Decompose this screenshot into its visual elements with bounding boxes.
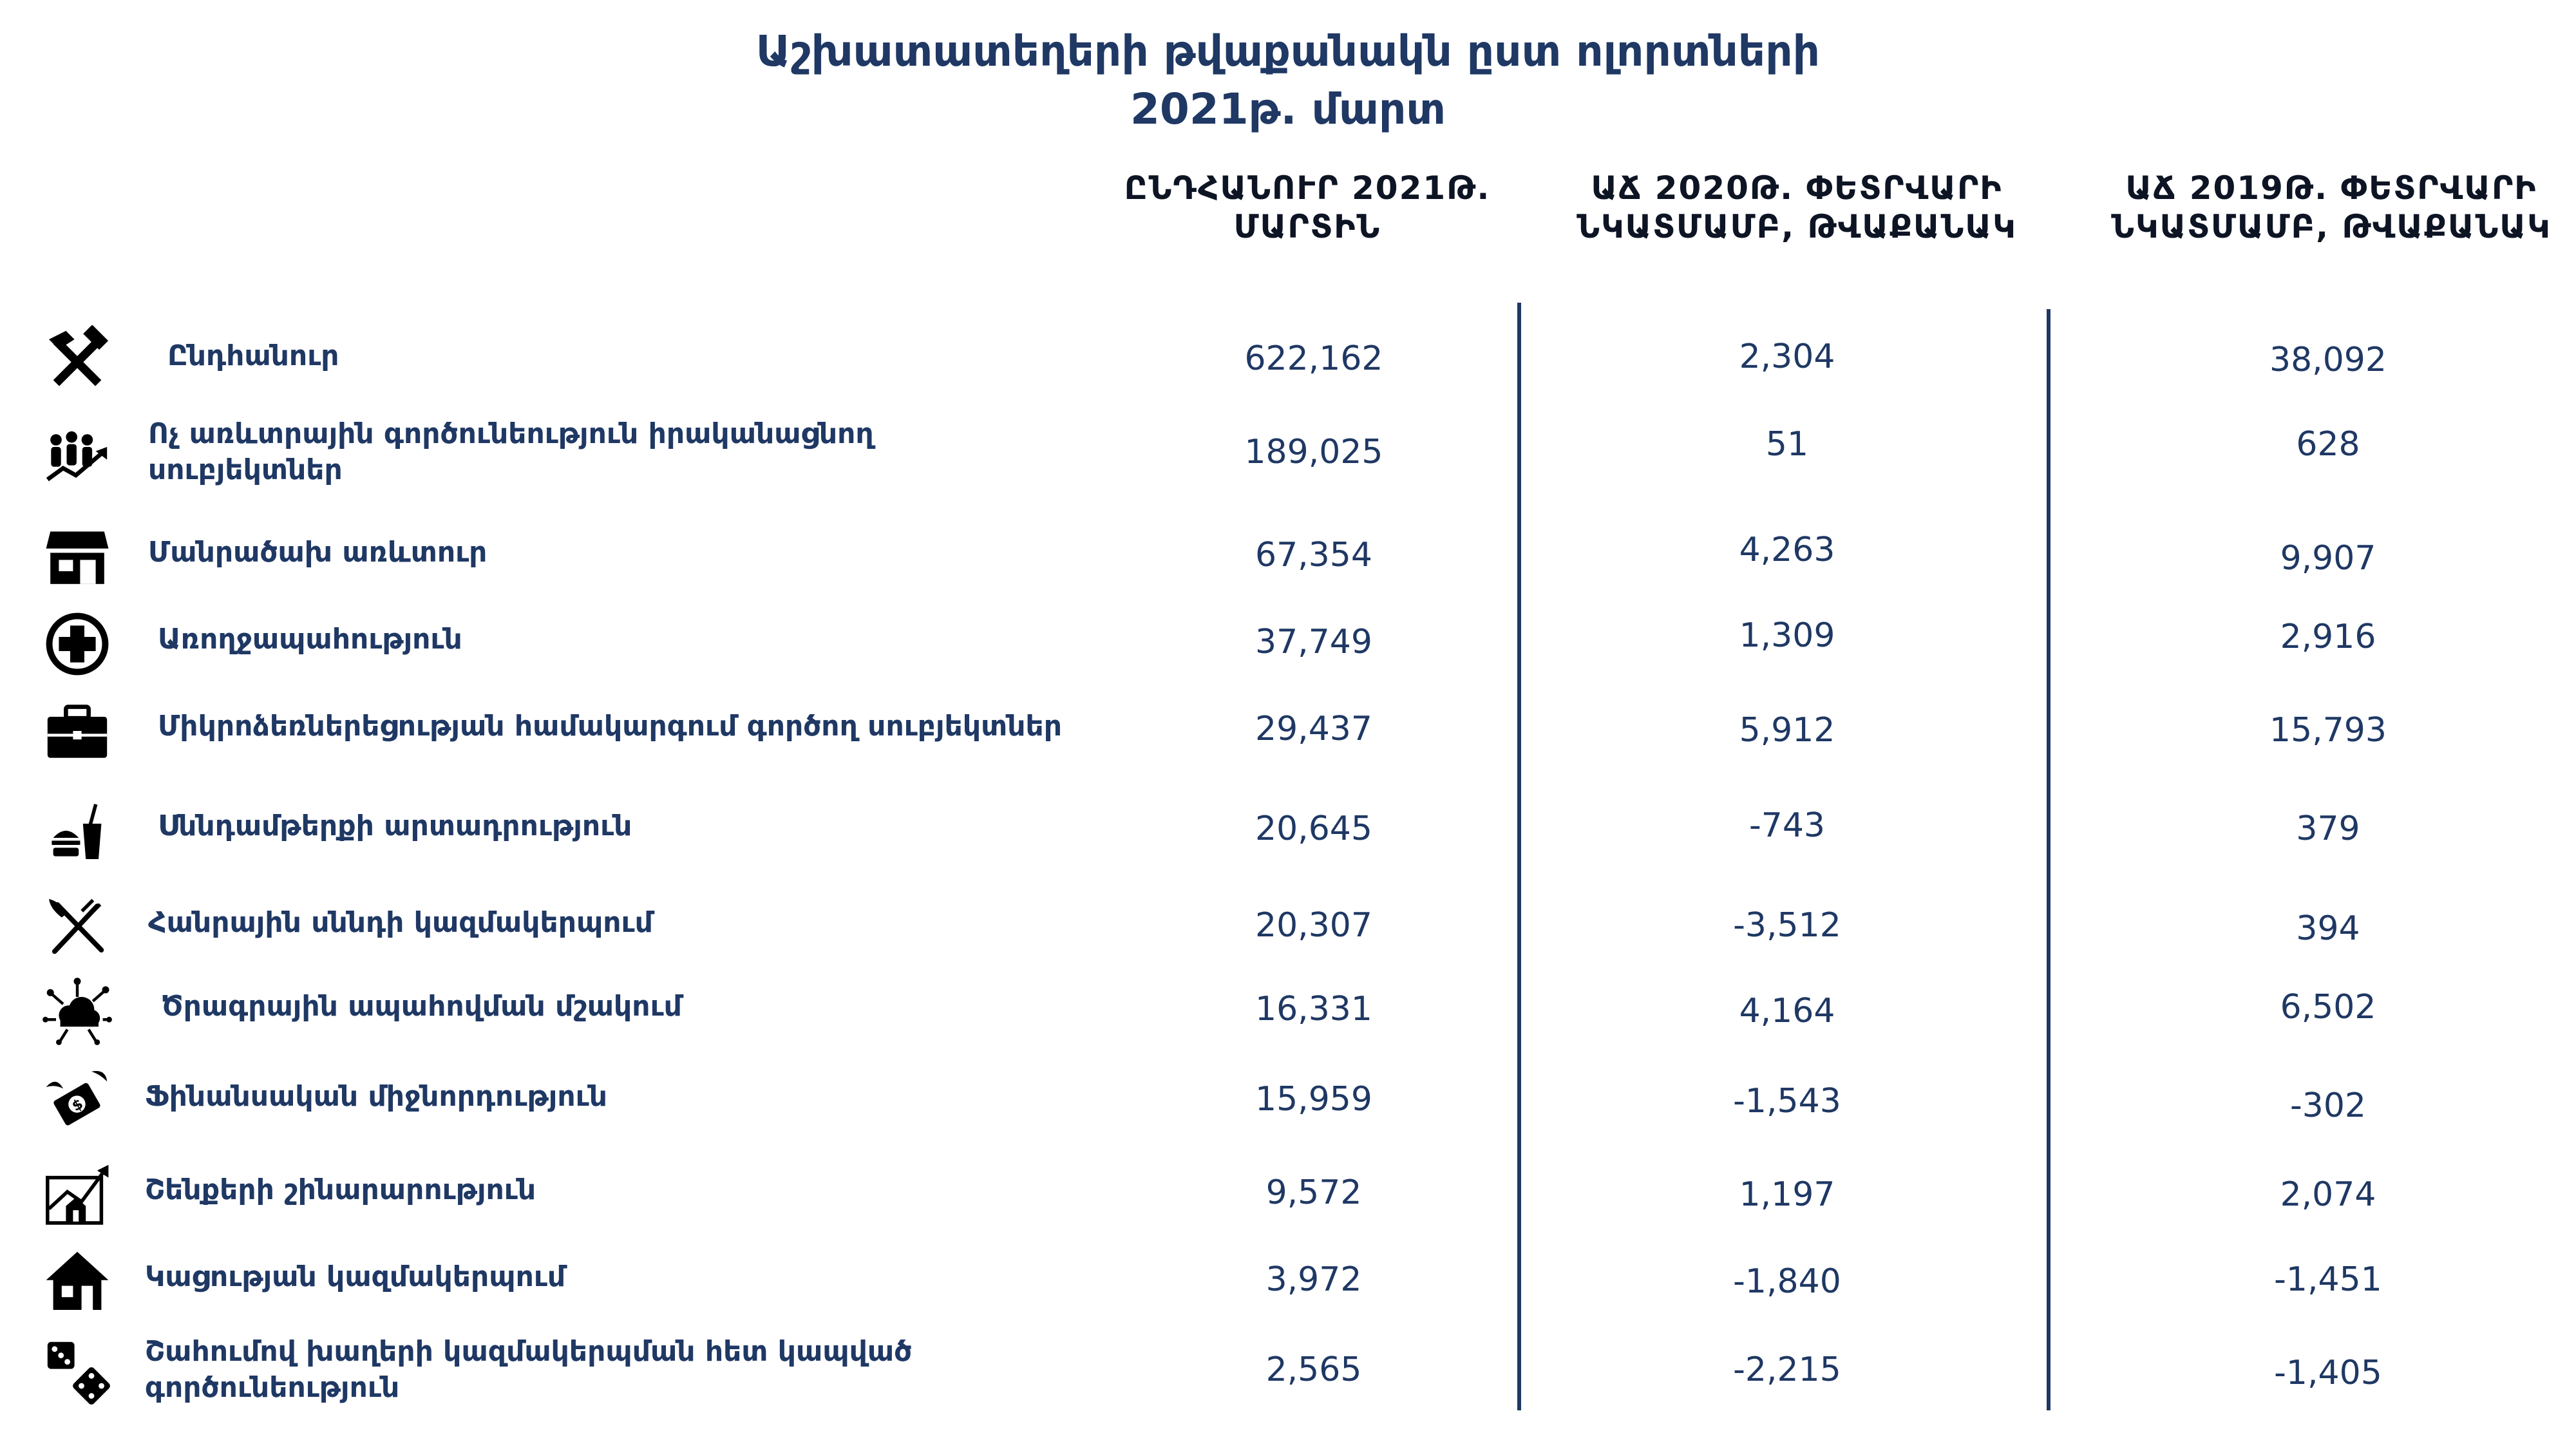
medical-cross-icon: [42, 609, 113, 679]
row-label-line: սուբյեկտներ: [148, 453, 343, 486]
table-cell: 15,959: [1255, 1080, 1372, 1119]
table-cell: -1,405: [2274, 1354, 2382, 1392]
table-cell: 9,572: [1265, 1173, 1362, 1212]
hammer-pick-icon: [42, 325, 113, 396]
fork-knife-icon: [42, 892, 113, 963]
row-label: [158, 708, 1062, 744]
table-cell: 1,309: [1739, 616, 1835, 655]
row-label: [145, 1334, 912, 1406]
column-header-growth-2020: [1565, 169, 2029, 246]
column-header-line: ՄԱՐՏԻՆ: [1233, 208, 1381, 245]
table-cell: 67,354: [1255, 536, 1372, 574]
dice-icon: [42, 1336, 113, 1407]
row-label-line: Սննդամթերքի արտադրություն: [158, 810, 632, 842]
column-header-line: ԸՆԴՀԱՆՈՒՐ 2021Թ.: [1124, 169, 1491, 207]
row-label-line: Մանրածախ առևտուր: [148, 536, 488, 569]
row-label-line: Ֆինանսական միջնորդություն: [145, 1080, 607, 1113]
people-growth-icon: [42, 419, 113, 489]
column-header-line: ԱՃ 2019Թ. ՓԵՏՐՎԱՐԻ: [2125, 169, 2537, 207]
table-cell: -3,512: [1733, 906, 1841, 945]
table-cell: 3,972: [1265, 1260, 1362, 1299]
svg-text:$: $: [69, 1095, 86, 1115]
table-cell: 394: [2296, 909, 2360, 948]
table-cell: 2,565: [1265, 1350, 1362, 1389]
cloud-network-icon: [42, 976, 113, 1046]
table-cell: 2,074: [2280, 1175, 2376, 1214]
title-line-2: 2021թ. մարտ: [1130, 84, 1446, 134]
row-label: [145, 1079, 607, 1115]
table-cell: 20,645: [1255, 810, 1372, 848]
table-cell: 2,916: [2280, 618, 2376, 656]
row-label: [161, 989, 682, 1025]
row-label-line: Շենքերի շինարարություն: [145, 1173, 536, 1206]
table-cell: 37,749: [1255, 623, 1372, 661]
table-cell: 38,092: [2269, 341, 2387, 379]
column-header-line: ՆԿԱՏՄԱՄԲ, ԹՎԱՔԱՆԱԿ: [2111, 208, 2552, 245]
row-label-line: գործունեություն: [145, 1371, 400, 1404]
table-cell: 1,197: [1739, 1175, 1835, 1214]
table-cell: -1,840: [1733, 1262, 1841, 1301]
title-line-1: Աշխատատեղերի թվաքանակն ըստ ոլորտների: [755, 26, 1821, 76]
table-cell: 4,164: [1739, 992, 1835, 1030]
storefront-icon: [42, 522, 113, 592]
row-label: [158, 808, 632, 844]
table-cell: 29,437: [1255, 710, 1372, 748]
table-cell: -743: [1748, 806, 1825, 845]
row-label-line: Միկրոձեռներեցության համակարգում գործող սուբյեկտներ: [158, 710, 1062, 743]
row-label: [148, 905, 653, 941]
table-cell: 9,907: [2280, 539, 2376, 578]
table-cell: 5,912: [1739, 711, 1835, 750]
row-label-line: Ոչ առևտրային գործունեություն իրականացնող: [148, 417, 874, 450]
row-label: [158, 621, 462, 658]
table-cell: 6,502: [2280, 988, 2376, 1027]
row-label-line: Հանրային սննդի կազմակերպում: [148, 906, 653, 939]
building-chart-icon: [42, 1159, 113, 1230]
table-cell: 628: [2296, 425, 2360, 464]
column-header-total: [1114, 169, 1501, 246]
table-cell: 20,307: [1255, 906, 1372, 945]
column-divider: [1517, 303, 1521, 1410]
row-label-line: Առողջապահություն: [158, 623, 462, 656]
briefcase-icon: [42, 696, 113, 766]
flying-money-icon: [42, 1066, 113, 1137]
table-cell: 16,331: [1255, 990, 1372, 1028]
row-label: [145, 1172, 536, 1208]
row-label: [145, 1259, 565, 1295]
row-label-line: Շահումով խաղերի կազմակերպման հետ կապված: [145, 1335, 913, 1368]
table-cell: 189,025: [1244, 433, 1383, 471]
table-cell: 379: [2296, 810, 2360, 848]
column-header-line: ՆԿԱՏՄԱՄԲ, ԹՎԱՔԱՆԱԿ: [1577, 208, 2017, 245]
fast-food-icon: [42, 795, 113, 866]
table-cell: 2,304: [1739, 337, 1835, 376]
table-cell: 622,162: [1244, 339, 1383, 378]
table-cell: -2,215: [1733, 1350, 1841, 1389]
row-label-line: Ընդհանուր: [167, 339, 339, 372]
house-icon: [42, 1246, 113, 1317]
column-header-line: ԱՃ 2020Թ. ՓԵՏՐՎԱՐԻ: [1591, 169, 2003, 207]
row-label: [148, 416, 874, 488]
column-header-growth-2019: [2099, 169, 2563, 246]
row-label: [167, 338, 339, 374]
table-cell: 15,793: [2269, 711, 2387, 750]
table-cell: -1,543: [1733, 1082, 1841, 1121]
row-label-line: Կացության կազմակերպում: [145, 1260, 566, 1293]
table-cell: -302: [2289, 1086, 2366, 1125]
table-cell: -1,451: [2274, 1260, 2382, 1299]
table-cell: 4,263: [1739, 531, 1835, 569]
table-cell: 51: [1765, 425, 1809, 464]
column-divider: [2047, 309, 2050, 1410]
row-label: [148, 535, 487, 571]
row-label-line: Ծրագրային ապահովման մշակում: [161, 990, 682, 1023]
